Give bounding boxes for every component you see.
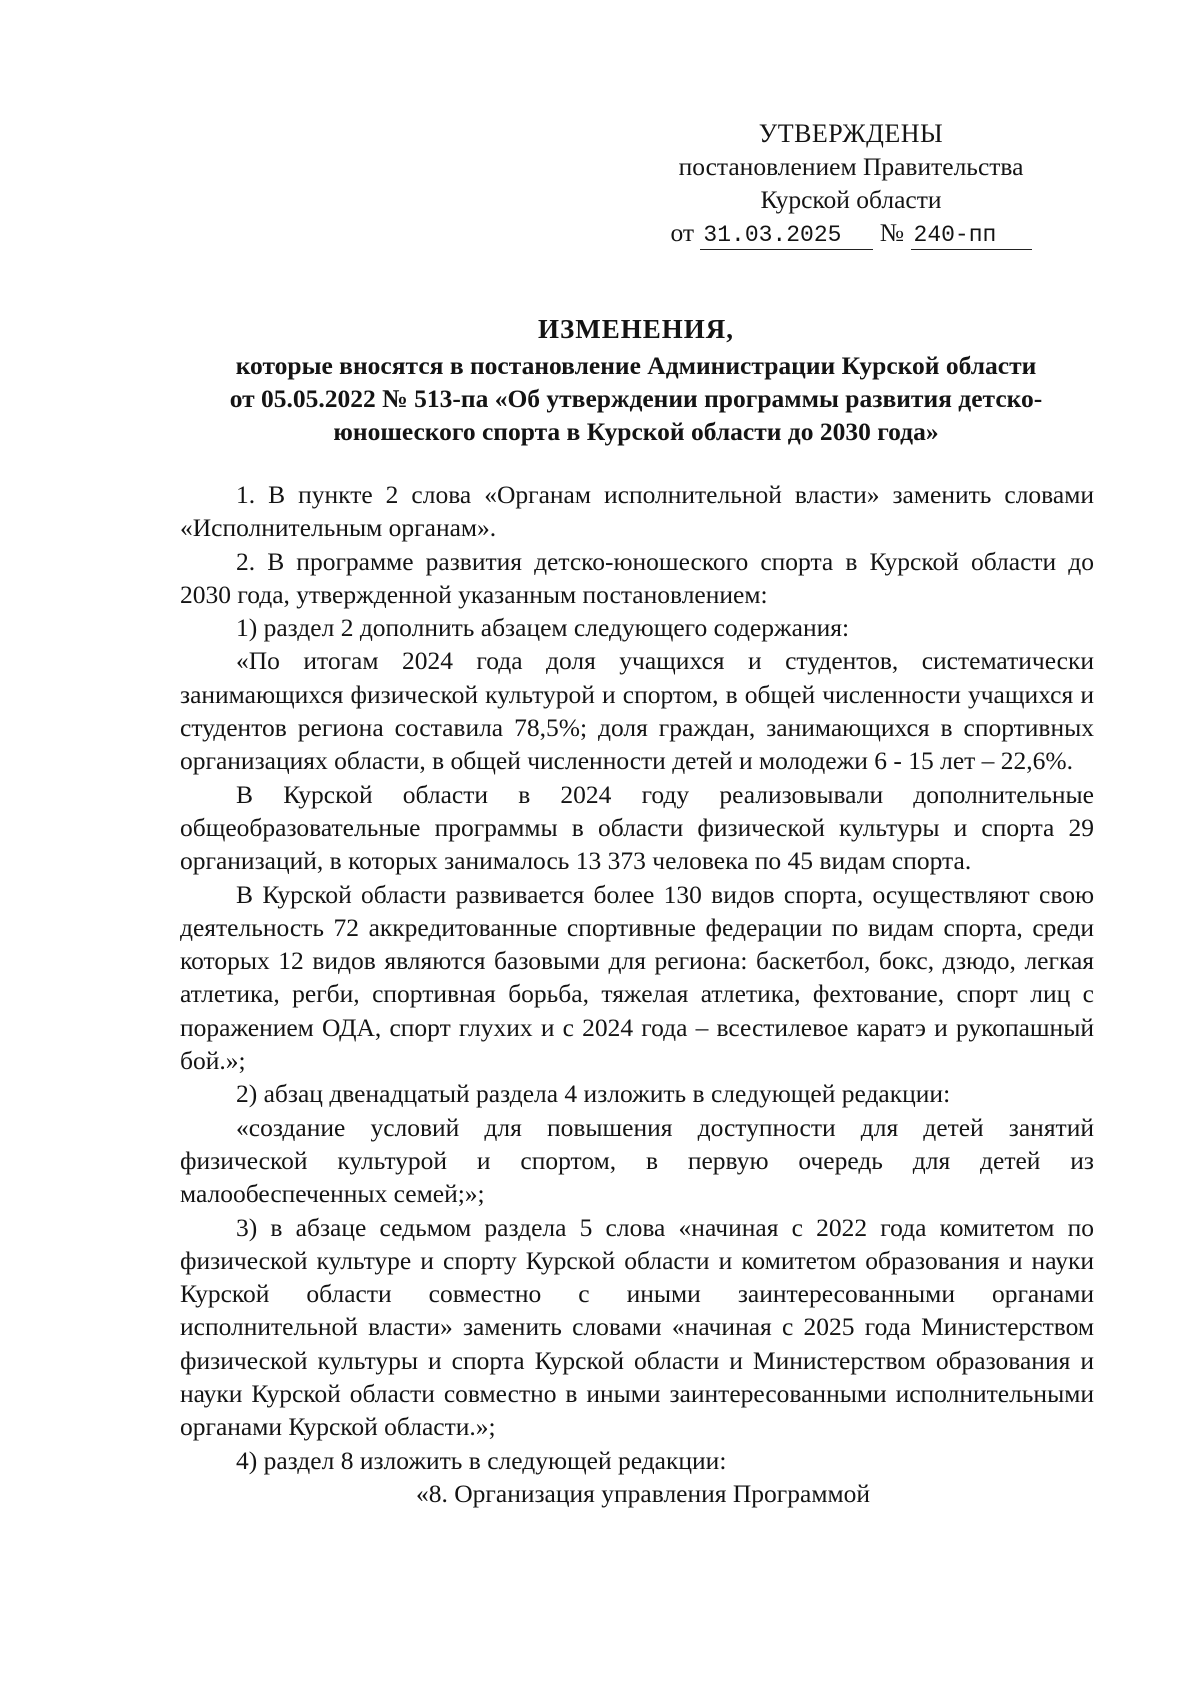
paragraph: «создание условий для повышения доступности для детей занятий физической культурой и спортом, в первую очередь для детей из малообеспеченных семей;»; [180,1112,1094,1209]
approval-line-2: Курской области [760,185,942,214]
paragraph: 2) абзац двенадцатый раздела 4 изложить в следующей редакции: [236,1079,951,1109]
approval-line-1: постановлением Правительства [678,152,1024,181]
approval-stamp [600,117,1102,250]
paragraph: 1) раздел 2 дополнить абзацем следующего содержания: [236,613,850,643]
document-title [172,313,1100,448]
number-prefix: № [879,218,905,247]
paragraph: 1. В пункте 2 слова «Органам исполнительной власти» заменить словами «Исполнительным органам». [180,480,1094,543]
document-body [180,478,1094,1510]
paragraph: 4) раздел 8 изложить в следующей редакции: [236,1445,727,1475]
paragraph: «По итогам 2024 года доля учащихся и студентов, систематически занимающихся физической культурой и спортом, в общей численности учащихся и студентов региона составила 78,5%; доля граждан, занимающихся в спортивных организациях области, в общей численности детей и молодежи 6 - 15 лет – 22,6%. [180,646,1094,776]
paragraph: В Курской области развивается более 130 видов спорта, осуществляют свою деятельность 72 аккредитованные спортивные федерации по видам спорта, среди которых 12 видов являются базовыми для региона: баскетбол, бокс, дзюдо, легкая атлетика, регби, спортивная борьба, тяжелая атлетика, фехтование, спорт лиц с поражением ОДА, спорт глухих и с 2024 года – всестилевое каратэ и рукопашный бой.»; [180,879,1094,1076]
date-prefix: от [670,218,695,247]
paragraph: 3) в абзаце седьмом раздела 5 слова «начиная с 2022 года комитетом по физической культуре и спорту Курской области и комитетом образования и науки Курской области совместно с иными заинтересованными органами исполнительной власти» заменить словами «начиная с 2025 года Министерством физической культуры и спорта Курской области и Министерством образования и науки Курской области совместно в иными заинтересованными исполнительными органами Курской области.»; [180,1212,1094,1442]
paragraph: 2. В программе развития детско-юношеского спорта в Курской области до 2030 года, утвержденной указанным постановлением: [180,546,1094,609]
paragraph: В Курской области в 2024 году реализовывали дополнительные общеобразовательные программы в области физической культуры и спорта 29 организаций, в которых занималось 13 373 человека по 45 видам спорта. [180,779,1094,876]
approval-heading: УТВЕРЖДЕНЫ [758,119,944,148]
title-line-3: юношеского спорта в Курской области до 2030 года» [333,417,939,446]
title-main: ИЗМЕНЕНИЯ, [537,314,734,344]
approval-date-line [600,216,1102,250]
number-value: 240-пп [911,221,1032,250]
title-line-1: которые вносятся в постановление Администрации Курской области [235,351,1037,380]
section-8-heading: «8. Организация управления Программой [416,1478,870,1508]
date-value: 31.03.2025 [700,221,873,250]
title-line-2: от 05.05.2022 № 513-па «Об утверждении программы развития детско- [229,384,1043,413]
